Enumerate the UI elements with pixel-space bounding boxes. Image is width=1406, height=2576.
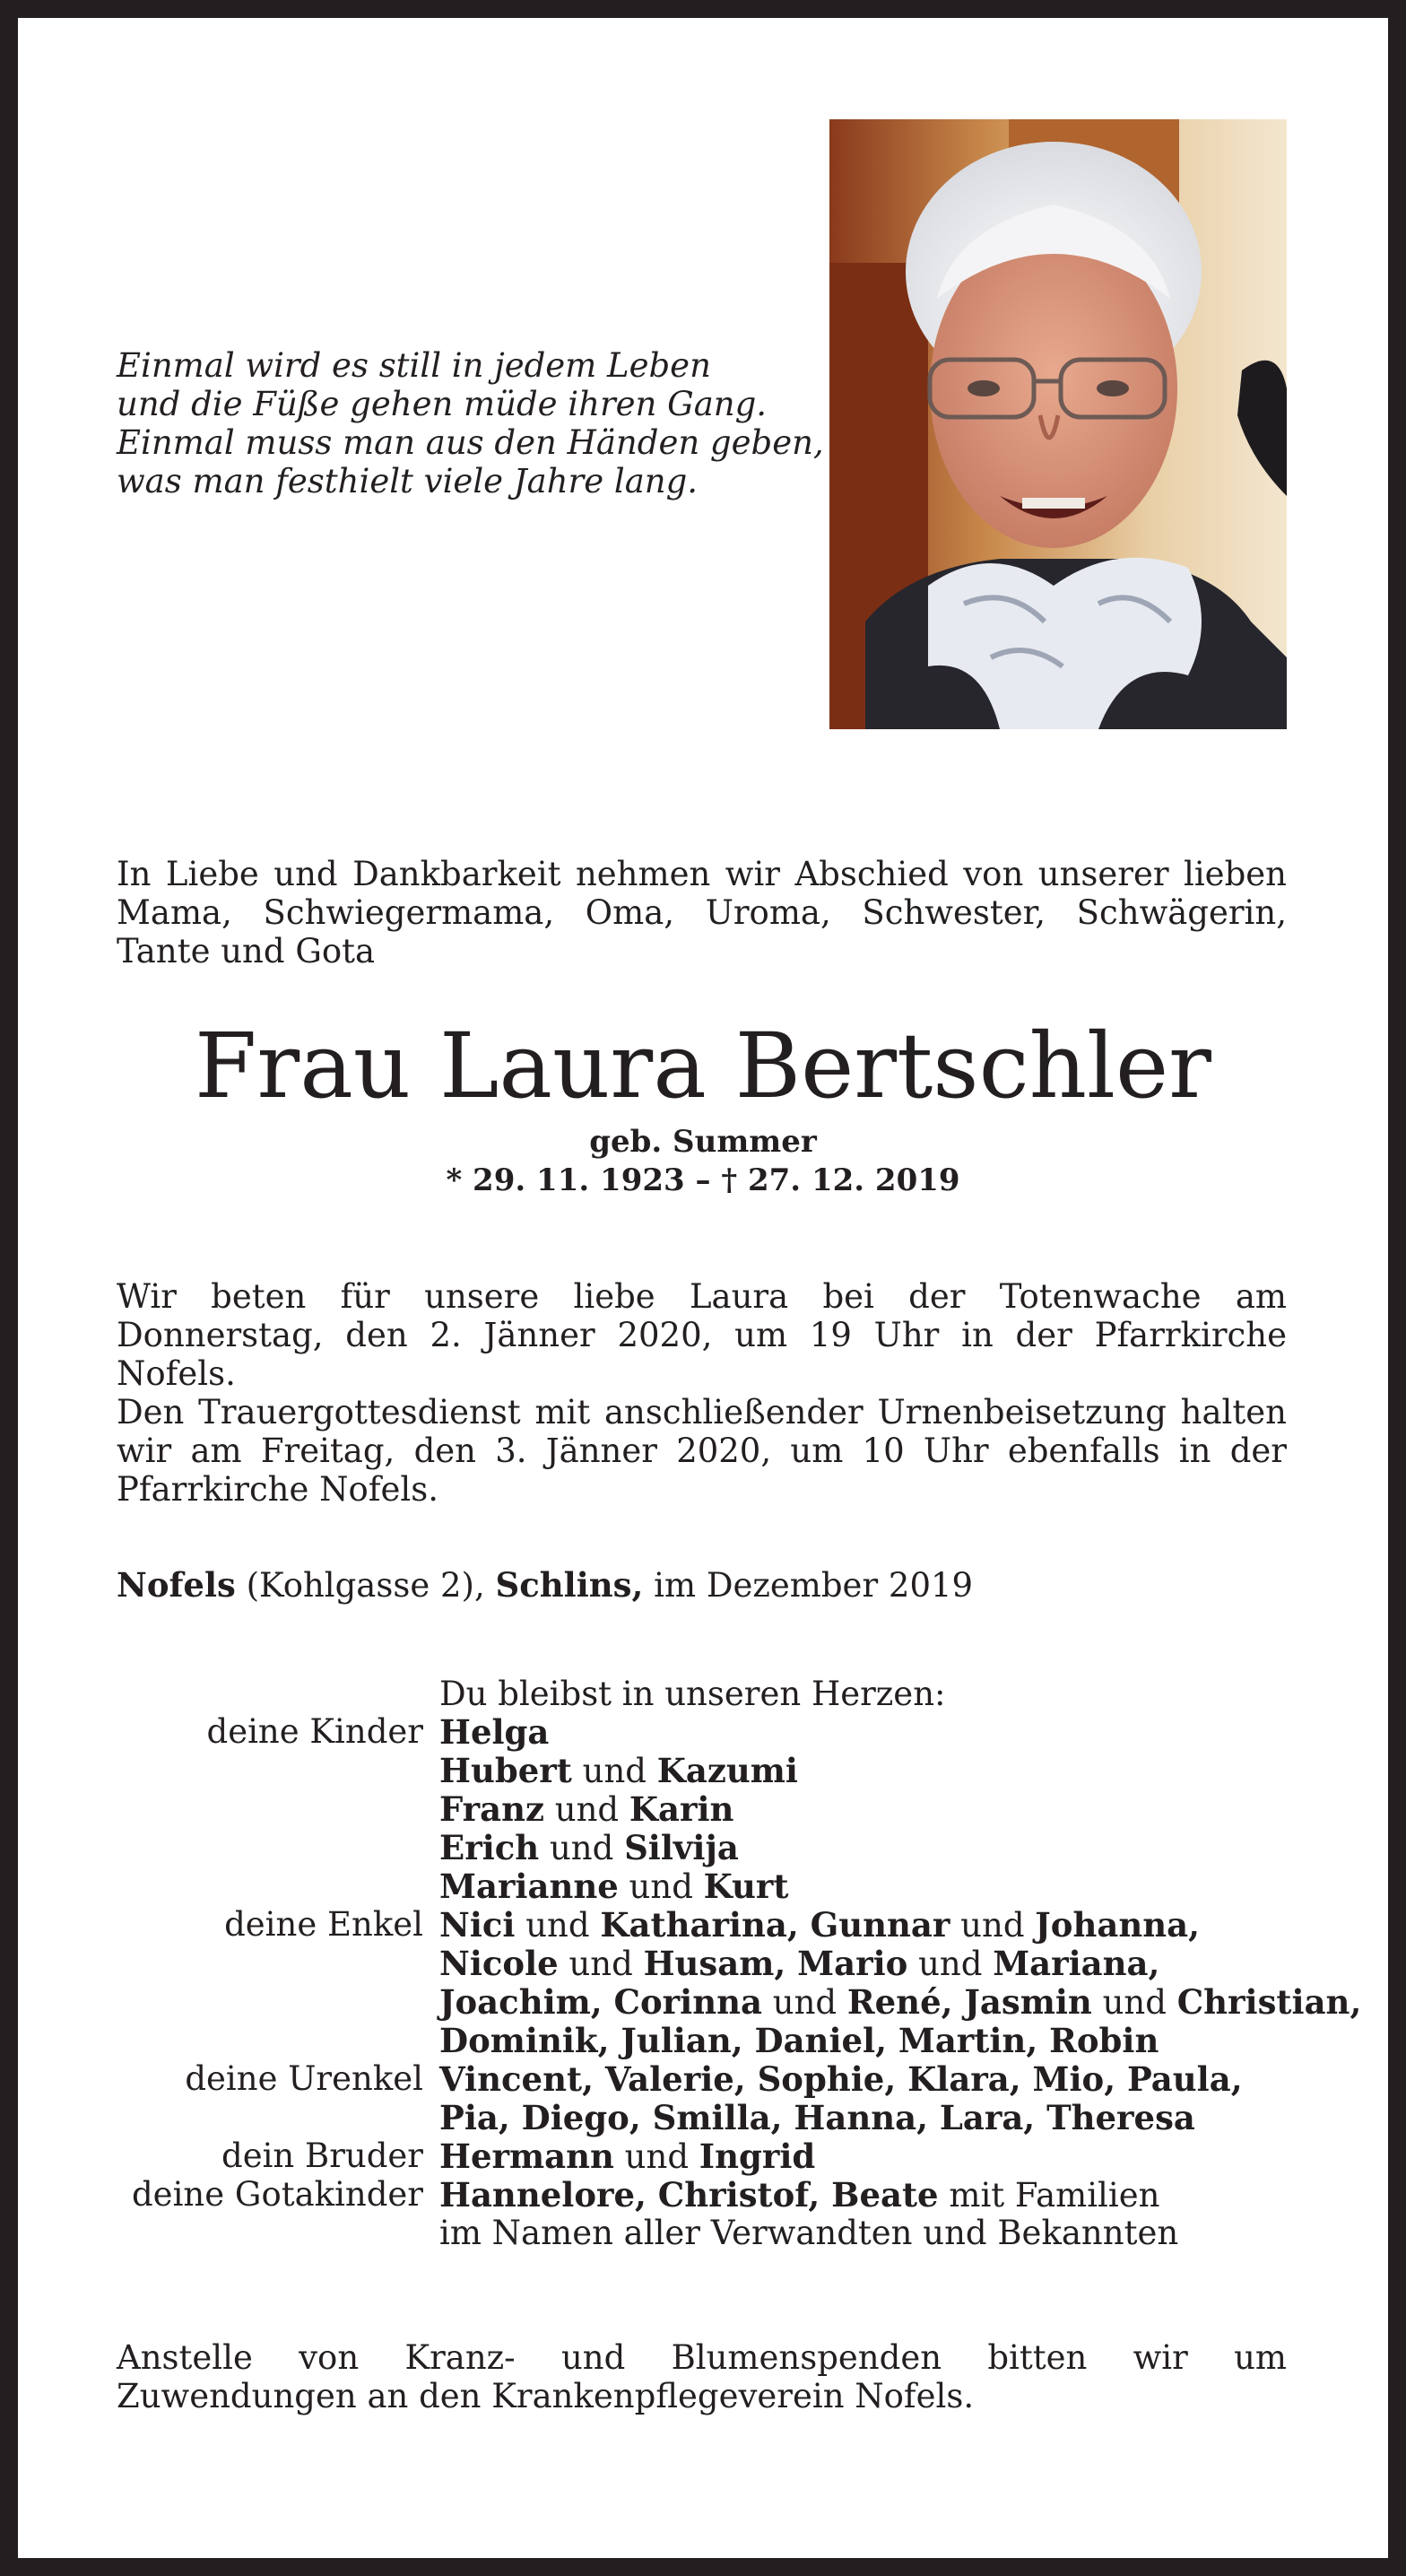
- family-member-text: Christian,: [1176, 1982, 1362, 2022]
- family-list: [117, 1675, 1362, 2252]
- family-relation-label: [117, 1867, 439, 1906]
- place-date-line: [117, 1566, 973, 1605]
- family-row: [117, 2176, 1300, 2215]
- family-member-text: Hannelore, Christof, Beate: [439, 2175, 939, 2215]
- family-member-text: und: [613, 2137, 699, 2176]
- poem: [117, 346, 824, 500]
- family-member-text: Johanna,: [1035, 1905, 1200, 1945]
- family-members: [439, 1983, 1361, 2022]
- family-heading: Du bleibst in unseren Herzen:: [439, 1675, 946, 1713]
- family-member-text: Husam, Mario: [643, 1944, 908, 1983]
- family-members: [439, 1867, 1300, 1906]
- family-member-text: und: [618, 1867, 704, 1906]
- portrait-photo: [829, 119, 1287, 729]
- birth-name: geb. Summer: [589, 1124, 817, 1160]
- family-member-text: Ingrid: [699, 2137, 816, 2176]
- family-members: [439, 2060, 1300, 2099]
- family-relation-label: [117, 1752, 439, 1790]
- family-row: [117, 1906, 1300, 1945]
- family-member-text: Kazumi: [656, 1751, 798, 1790]
- wake-announcement: Wir beten für unsere liebe Laura bei der Totenwache am Donnerstag, den 2. Jänner 2020, um 19 Uhr in der Pfarrkirche Nofels.: [117, 1277, 1287, 1393]
- intro-text: In Liebe und Dankbarkeit nehmen wir Abschied von unserer lieben Mama, Schwiegermama, Oma, Uroma, Schwester, Schwägerin, Tante und Gota: [117, 855, 1287, 970]
- place-address: (Kohlgasse 2),: [235, 1566, 496, 1605]
- family-members: [439, 2022, 1300, 2060]
- family-member-text: Marianne: [439, 1867, 619, 1906]
- family-member-text: Hubert: [439, 1751, 572, 1790]
- family-members: [439, 1713, 1300, 1752]
- family-member-text: Hermann: [439, 2137, 614, 2176]
- family-member-text: Erich: [439, 1828, 540, 1867]
- family-member-text: Vincent, Valerie, Sophie, Klara, Mio, Paula,: [439, 2059, 1243, 2099]
- family-member-text: Dominik, Julian, Daniel, Martin, Robin: [439, 2021, 1159, 2060]
- family-members: [439, 1945, 1300, 1983]
- family-member-text: Nicole: [439, 1944, 559, 1983]
- family-member-text: und: [571, 1752, 657, 1790]
- family-member-text: Pia, Diego, Smilla, Hanna, Lara, Theresa: [439, 2098, 1195, 2137]
- family-row: [117, 2060, 1300, 2099]
- family-member-text: und: [1091, 1983, 1177, 2022]
- place-date: im Dezember 2019: [643, 1566, 974, 1605]
- family-member-text: und: [515, 1906, 601, 1945]
- poem-line: Einmal muss man aus den Händen geben,: [117, 423, 824, 462]
- family-member-text: und: [907, 1945, 994, 1983]
- family-row: [117, 2099, 1300, 2137]
- family-relation-label: deine Urenkel: [185, 2059, 423, 2098]
- family-members: [439, 2176, 1300, 2215]
- family-member-text: Franz: [439, 1789, 544, 1829]
- family-member-text: mit Familien: [938, 2176, 1160, 2215]
- family-members: [439, 2137, 1300, 2176]
- family-member-text: Karin: [629, 1789, 734, 1829]
- place-town-2: Schlins,: [495, 1565, 644, 1605]
- family-row: [117, 1713, 1300, 1752]
- family-relation-label: [117, 2215, 439, 2252]
- family-row: [117, 1752, 1300, 1790]
- family-member-text: und: [558, 1945, 644, 1983]
- family-members: [439, 1906, 1300, 1945]
- family-member-text: Mariana,: [993, 1944, 1160, 1983]
- family-heading-row: [117, 1675, 1300, 1713]
- family-row: [117, 1982, 1362, 2022]
- family-members: [439, 1790, 1300, 1829]
- family-row: [117, 2022, 1300, 2060]
- deceased-name: Frau Laura Bertschler: [195, 1014, 1211, 1118]
- family-row: [117, 1829, 1300, 1867]
- family-member-text: und: [544, 1790, 629, 1829]
- family-relation-label: deine Gotakinder: [131, 2175, 423, 2214]
- family-member-text: Kurt: [703, 1867, 789, 1906]
- family-relation-label: [117, 1983, 439, 2022]
- poem-line: was man festhielt viele Jahre lang.: [117, 462, 699, 500]
- family-rows: [117, 1712, 1362, 2252]
- family-members: [439, 2099, 1300, 2137]
- family-relation-label: deine Enkel: [224, 1905, 423, 1944]
- family-members: [439, 1752, 1300, 1790]
- family-member-text: Nici: [439, 1905, 516, 1945]
- family-relation-label: [117, 2099, 439, 2137]
- family-member-text: und: [762, 1983, 847, 2022]
- family-row: [117, 1945, 1300, 1983]
- poem-line: Einmal wird es still in jedem Leben: [117, 346, 711, 385]
- family-relation-label: [117, 1829, 439, 1867]
- family-members: [439, 1829, 1300, 1867]
- life-dates: * 29. 11. 1923 – † 27. 12. 2019: [446, 1162, 960, 1198]
- donation-note: Anstelle von Kranz- und Blumenspenden bitten wir um Zuwendungen an den Krankenpflegeverein Nofels.: [117, 2338, 1287, 2415]
- family-member-text: Silvija: [624, 1828, 739, 1867]
- family-member-text: René, Jasmin: [846, 1982, 1092, 2022]
- family-member-text: Helga: [439, 1712, 550, 1752]
- family-relation-label: [117, 1945, 439, 1983]
- family-row: [117, 1867, 1300, 1906]
- family-member-text: im Namen aller Verwandten und Bekannten: [439, 2214, 1179, 2252]
- family-row: [117, 2215, 1300, 2252]
- family-relation-label: [117, 2022, 439, 2060]
- family-member-text: Katharina, Gunnar: [600, 1905, 950, 1945]
- family-relation-label: deine Kinder: [206, 1712, 423, 1751]
- poem-line: und die Füße gehen müde ihren Gang.: [117, 385, 768, 423]
- family-member-text: und: [950, 1906, 1036, 1945]
- family-member-text: Joachim, Corinna: [439, 1982, 763, 2022]
- family-relation-label: dein Bruder: [221, 2137, 423, 2175]
- family-row: [117, 2137, 1300, 2176]
- family-members: [439, 2215, 1300, 2252]
- place-town-1: Nofels: [117, 1565, 236, 1605]
- service-announcement: Den Trauergottesdienst mit anschließender Urnenbeisetzung halten wir am Freitag, den 3. Jänner 2020, um 10 Uhr ebenfalls in der Pfarrkirche Nofels.: [117, 1393, 1287, 1509]
- family-member-text: und: [539, 1829, 625, 1867]
- family-row: [117, 1790, 1300, 1829]
- family-relation-label: [117, 1790, 439, 1829]
